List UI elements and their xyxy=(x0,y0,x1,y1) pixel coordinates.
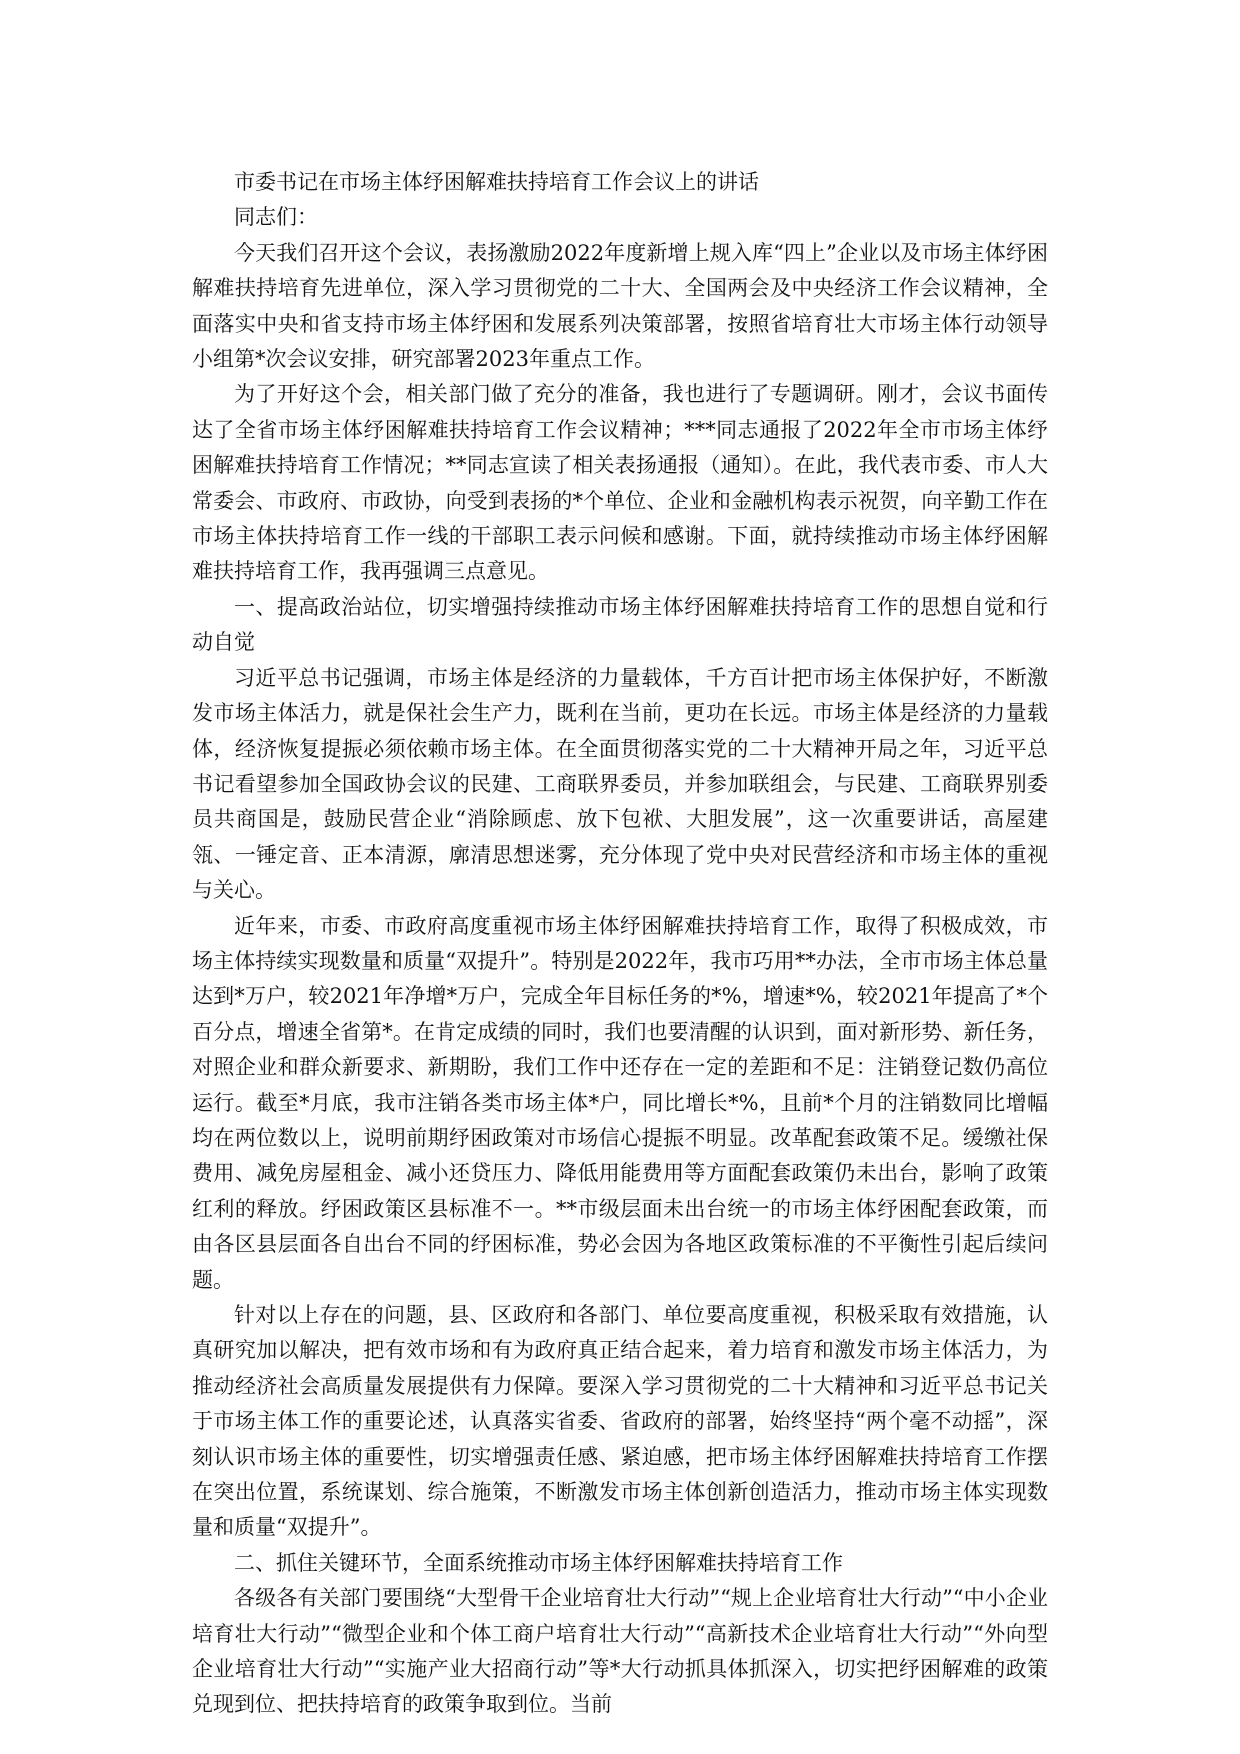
document-title: 市委书记在市场主体纾困解难扶持培育工作会议上的讲话 xyxy=(234,170,759,194)
section-heading-2: 二、抓住关键环节，全面系统推动市场主体纾困解难扶持培育工作 xyxy=(234,1550,843,1575)
paragraph-measures: 针对以上存在的问题，县、区政府和各部门、单位要高度重视，积极采取有效措施，认真研究加以解决，把有效市场和有为政府真正结合起来，着力培育和激发市场主体活力，为推动经济社会高质量发展提供有力保障。要深入学习贯彻党的二十大精神和习近平总书记关于市场主体工作的重要论述，认真落实省委、省政府的部署，始终坚持“两个毫不动摇”，深刻认识市场主体的重要性，切实增强责任感、紧迫感，把市场主体纾困解难扶持培育工作摆在突出位置，系统谋划、综合施策，不断激发市场主体创新创造活力，推动市场主体实现数量和质量“双提升”。 xyxy=(192,1303,1048,1540)
document-page xyxy=(192,165,1048,1723)
salutation: 同志们： xyxy=(234,205,318,230)
paragraph-xi-remarks: 习近平总书记强调，市场主体是经济的力量载体，千方百计把市场主体保护好，不断激发市场主体活力，就是保社会生产力，既利在当前，更功在长远。市场主体是经济的力量载体，经济恢复提振必须依赖市场主体。在全面贯彻落实党的二十大精神开局之年，习近平总书记看望参加全国政协会议的民建、工商联界委员，并参加联组会，与民建、工商联界别委员共商国是，鼓励民营企业“消除顾虑、放下包袱、大胆发展”，这一次重要讲话，高屋建瓴、一锤定音、正本清源，廓清思想迷雾，充分体现了党中央对民营经济和市场主体的重视与关心。 xyxy=(192,665,1048,903)
paragraph-preparation: 为了开好这个会，相关部门做了充分的准备，我也进行了专题调研。刚才，会议书面传达了全省市场主体纾困解难扶持培育工作会议精神；***同志通报了2022年全市市场主体纾困解难扶持培育工作情况；**同志宣读了相关表扬通报（通知）。在此，我代表市委、市人大常委会、市政府、市政协，向受到表扬的*个单位、企业和金融机构表示祝贺，向辛勤工作在市场主体扶持培育工作一线的干部职工表示问候和感谢。下面，就持续推动市场主体纾困解难扶持培育工作，我再强调三点意见。 xyxy=(192,382,1048,584)
section-heading-1: 一、提高政治站位，切实增强持续推动市场主体纾困解难扶持培育工作的思想自觉和行动自觉 xyxy=(192,594,1048,655)
paragraph-achievements: 近年来，市委、市政府高度重视市场主体纾困解难扶持培育工作，取得了积极成效，市场主体持续实现数量和质量“双提升”。特别是2022年，我市巧用**办法，全市市场主体总量达到*万户，较2021年净增*万户，完成全年目标任务的*%，增速*%，较2021年提高了*个百分点，增速全省第*。在肯定成绩的同时，我们也要清醒的认识到，面对新形势、新任务，对照企业和群众新要求、新期盼，我们工作中还存在一定的差距和不足：注销登记数仍高位运行。截至*月底，我市注销各类市场主体*户，同比增长*%，且前*个月的注销数同比增幅均在两位数以上，说明前期纾困政策对市场信心提振不明显。改革配套政策不足。缓缴社保费用、减免房屋租金、减小还贷压力、降低用能费用等方面配套政策仍未出台，影响了政策红利的释放。纾困政策区县标准不一。**市级层面未出台统一的市场主体纾困配套政策，而由各区县层面各自出台不同的纾困标准，势必会因为各地区政策标准的不平衡性引起后续问题。 xyxy=(192,913,1048,1292)
paragraph-intro: 今天我们召开这个会议，表扬激励2022年度新增上规入库“四上”企业以及市场主体纾困解难扶持培育先进单位，深入学习贯彻党的二十大、全国两会及中央经济工作会议精神，全面落实中央和省支持市场主体纾困和发展系列决策部署，按照省培育壮大市场主体行动领导小组第*次会议安排，研究部署2023年重点工作。 xyxy=(192,240,1048,372)
paragraph-actions: 各级各有关部门要围绕“大型骨干企业培育壮大行动”“规上企业培育壮大行动”“中小企业培育壮大行动”“微型企业和个体工商户培育壮大行动”“高新技术企业培育壮大行动”“外向型企业培育壮大行动”“实施产业大招商行动”等*大行动抓具体抓深入，切实把纾困解难的政策兑现到位、把扶持培育的政策争取到位。当前 xyxy=(192,1586,1048,1717)
